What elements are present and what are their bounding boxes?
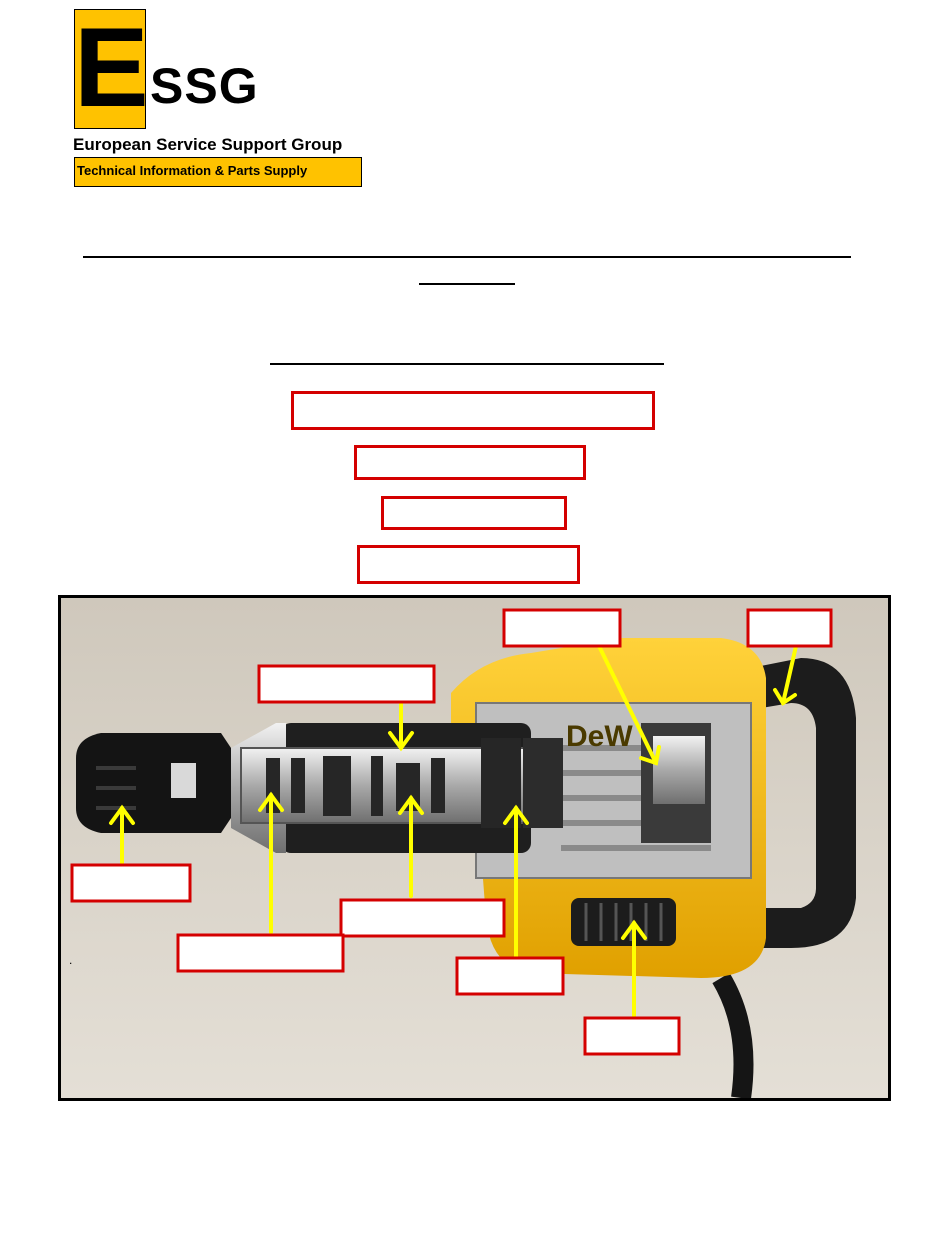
logo-letter: E	[74, 5, 149, 130]
info-box-2	[354, 445, 586, 480]
title-rule-short	[419, 283, 515, 285]
brand-fragment: DeW	[566, 720, 633, 753]
callout-label-piston	[341, 900, 504, 936]
tool-photo	[58, 595, 891, 1101]
info-box-4	[357, 545, 580, 584]
bit-lock	[171, 763, 196, 798]
stray-mark: .	[69, 953, 73, 967]
logo-name: SSG	[150, 58, 259, 114]
callout-label-chuck	[72, 865, 190, 901]
callout-label-speed-dial	[585, 1018, 679, 1054]
callout-label-handle	[748, 610, 831, 646]
callout-label-crank	[457, 958, 563, 994]
logo-group-name: European Service Support Group	[73, 135, 343, 154]
callout-label-striker	[178, 935, 343, 971]
impact-mechanism	[523, 738, 563, 828]
chuck	[76, 733, 231, 833]
title-rule	[83, 256, 851, 258]
callout-label-motor	[504, 610, 620, 646]
subtitle-rule	[270, 363, 664, 365]
info-box-1	[291, 391, 655, 430]
logo-tagline: Technical Information & Parts Supply	[74, 157, 362, 187]
demolition-hammer-illustration	[61, 598, 888, 1098]
info-box-3	[381, 496, 567, 530]
callout-label-cylinder	[259, 666, 434, 702]
